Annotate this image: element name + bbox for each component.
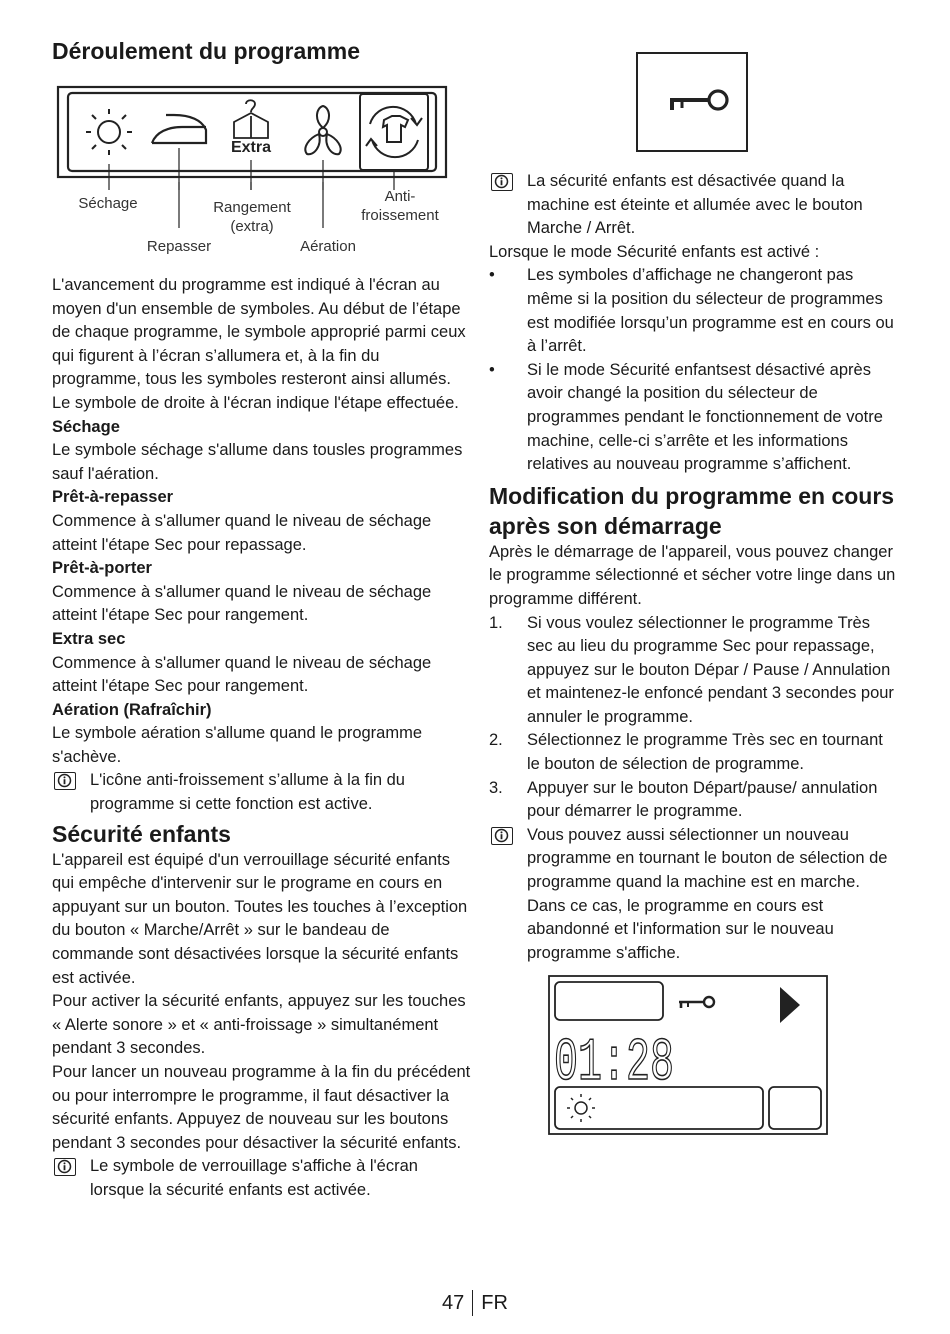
child-lock-symbol-box (636, 52, 748, 152)
info-note-anti-froissement (52, 769, 472, 816)
step-number: 3. (489, 778, 503, 797)
text-aeration: Le symbole aération s'allume quand le programme s'achève. (52, 724, 423, 766)
left-column (52, 36, 472, 1203)
key-icon (636, 52, 748, 152)
anti-crease-icon (360, 94, 428, 170)
label-aeration: Aération (300, 238, 356, 255)
label-rangement (202, 198, 302, 236)
label-rangement-line2: (extra) (230, 218, 274, 235)
modification-steps (489, 612, 899, 824)
modification-intro: Après le démarrage de l'appareil, vous pouvez changer le programme sélectionné et sécher votre linge dans un programme différent. (489, 542, 896, 608)
info-text-lock-symbol: Le symbole de verrouillage s'affiche à l'écran lorsque la sécurité enfants est activée. (90, 1157, 418, 1199)
info-icon (54, 772, 76, 790)
step-text: Sélectionnez le programme Très sec en tournant le bouton de sélection de programme. (527, 731, 883, 774)
heading-pret-a-repasser: Prêt-à-repasser (52, 488, 174, 507)
extra-label: Extra (230, 139, 272, 156)
section-title-deroulement: Déroulement du programme (52, 38, 360, 64)
bullet-dot: • (489, 266, 495, 285)
sun-icon (567, 1094, 595, 1122)
lcd-display-drawing (548, 975, 828, 1135)
iron-icon (152, 115, 206, 143)
info-icon (54, 1158, 76, 1176)
text-pret-a-repasser: Commence à s'allumer quand le niveau de séchage atteint l'étape Sec pour repassage. (52, 511, 432, 554)
bullet-dot: • (489, 360, 495, 379)
language-code: FR (481, 1292, 508, 1314)
text-sechage: Le symbole séchage s'allume dans tousles programmes sauf l'aération. (52, 441, 463, 483)
right-column (489, 36, 899, 1135)
info-icon (491, 173, 513, 191)
label-repasser: Repasser (146, 238, 212, 255)
active-mode-intro: Lorsque le mode Sécurité enfants est activé : (489, 242, 820, 261)
key-icon (679, 997, 714, 1008)
info-text-securite-off: La sécurité enfants est désactivée quand la machine est éteinte et allumée avec le bouton Marche / Arrêt. (527, 172, 863, 238)
program-symbols-diagram (52, 80, 452, 190)
diagram-labels (52, 182, 452, 272)
sun-icon (86, 109, 132, 155)
securite-paragraph-3: Pour lancer un nouveau programme à la fin du précédent ou pour interrompre le programme, il faut désactiver la sécurité enfants. Appuyez de nouveau sur les boutons pendant 3 secondes pour désactiver la sécurité enfants. (52, 1063, 471, 1152)
info-note-lock-symbol (52, 1155, 472, 1202)
heading-sechage: Séchage (52, 417, 120, 436)
label-anti-froissement (350, 187, 450, 225)
step-number: 1. (489, 613, 503, 632)
list-item (489, 729, 899, 776)
step-text: Si vous voulez sélectionner le programme Très sec au lieu du programme Sec pour repassage, appuyez sur le bouton Dépar / Pause / Annulation et maintenez-le enfoncé pendant 3 secondes pour annuler le programme. (527, 613, 894, 726)
hanger-icon (234, 100, 268, 138)
securite-paragraph-1: L'appareil est équipé d'un verrouillage sécurité enfants qui empêche d'intervenir sur le programe en cours en appuyant sur un bouton. Toutes les touches à l’exception du bouton « Marche/Arrêt » sur le bandeau de commande sont désactivées lorsque la sécurité enfants est activée. (52, 850, 468, 987)
info-icon (491, 827, 513, 845)
symbols-panel-drawing (52, 80, 452, 190)
label-anti-line2: froissement (361, 207, 439, 224)
play-icon (780, 987, 800, 1023)
lcd-display (548, 975, 828, 1135)
section-title-securite: Sécurité enfants (52, 820, 231, 847)
info-text-new-program: Vous pouvez aussi sélectionner un nouveau programme en tournant le bouton de sélection de programme quand la machine est en marche. Dans ce cas, le programme en cours est abandonné et l'information sur le nouveau programme s'affiche. (527, 825, 888, 962)
label-rangement-line1: Rangement (213, 199, 291, 216)
securite-paragraph-2: Pour activer la sécurité enfants, appuyez sur les touches « Alerte sonore » et « anti-froissage » simultanément pendant 3 secondes. (52, 992, 466, 1058)
list-item (489, 359, 899, 477)
list-item (489, 777, 899, 824)
list-item (489, 264, 899, 358)
label-sechage: Séchage (78, 195, 138, 212)
info-text-anti-froissement: L'icône anti-froissement s’allume à la fin du programme si cette fonction est active. (90, 771, 405, 814)
symbol-descriptions (52, 416, 472, 770)
label-anti-line1: Anti- (384, 188, 416, 205)
section-title-modification: Modification du programme en cours après son démarrage (489, 482, 895, 539)
time-display: 01:28 (554, 1030, 674, 1099)
info-note-securite-off (489, 170, 899, 241)
bullet-text: Les symboles d’affichage ne changeront pas même si la position du sélecteur de programmes est modifiée lorsqu’un programme est en cours ou à l’arrêt. (527, 266, 894, 356)
list-item (489, 612, 899, 730)
text-extra-sec: Commence à s'allumer quand le niveau de séchage atteint l'étape Sec pour rangement. (52, 653, 432, 696)
step-text: Appuyer sur le bouton Départ/pause/ annulation pour démarrer le programme. (527, 778, 878, 821)
info-note-new-program (489, 824, 899, 966)
active-mode-bullets (489, 264, 899, 476)
text-pret-a-porter: Commence à s'allumer quand le niveau de séchage atteint l'étape Sec pour rangement. (52, 582, 432, 625)
heading-pret-a-porter: Prêt-à-porter (52, 559, 152, 578)
heading-aeration: Aération (Rafraîchir) (52, 700, 212, 719)
heading-extra-sec: Extra sec (52, 629, 126, 648)
page-footer (0, 1290, 950, 1316)
bullet-text: Si le mode Sécurité enfantsest désactivé après avoir changé la position du sélecteur de programmes pendant le fonctionnement de votre machine, celle-ci s’arrête et les informations relatives au nouveau programme s’affichent. (527, 360, 883, 474)
intro-paragraph: L'avancement du programme est indiqué à l'écran au moyen d'un ensemble de symboles. Au début de l’étape de chaque programme, le symbole approprié parmi ceux qui figurent à l’écran s’allumera et, à la fin du programme, tous les symboles resteront ainsi allumés. Le symbole de droite à l'écran indique l'étape effectuée. (52, 276, 466, 412)
fan-icon (305, 106, 340, 154)
page-number: 47 (442, 1290, 473, 1316)
step-number: 2. (489, 731, 503, 750)
